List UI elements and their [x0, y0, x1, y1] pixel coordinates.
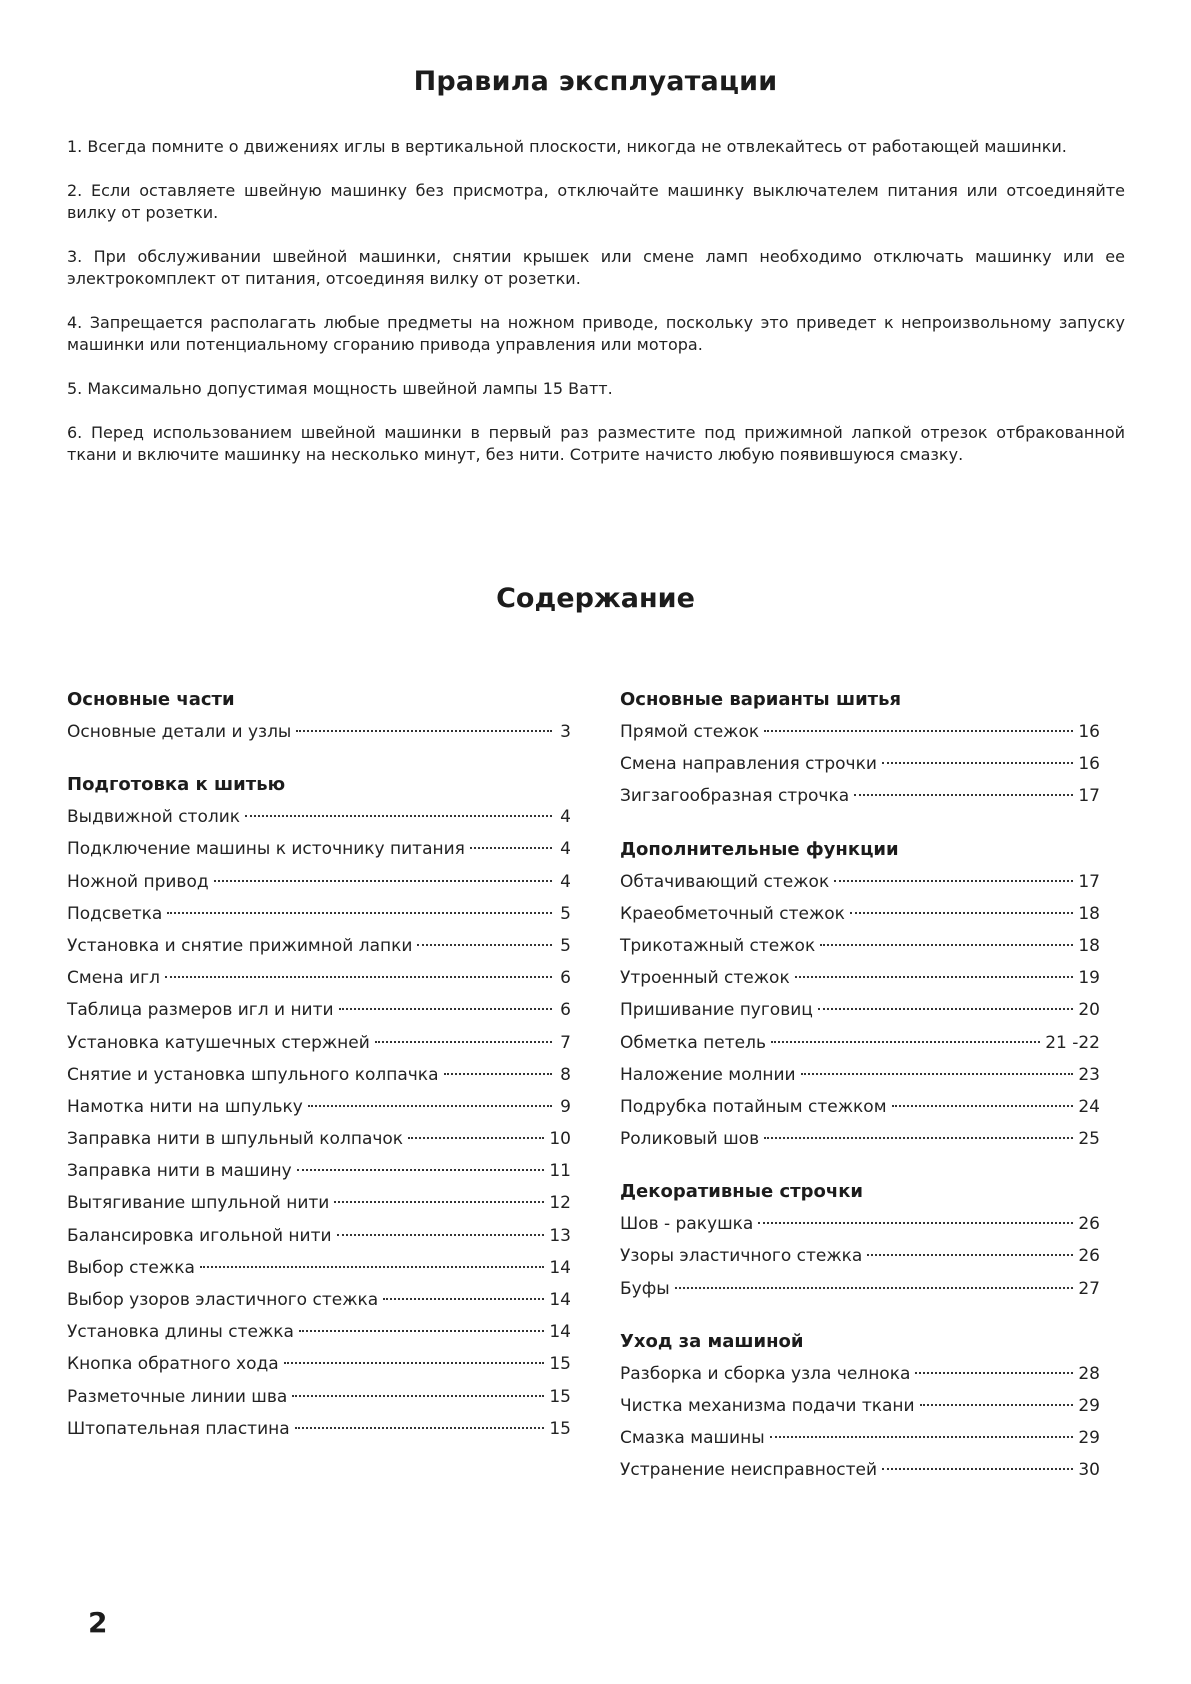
toc-entry-page: 9: [560, 1096, 571, 1117]
dot-leader: [417, 944, 552, 946]
toc-section: [620, 1326, 1100, 1487]
toc-entry-label: Намотка нити на шпульку: [67, 1096, 303, 1117]
dot-leader: [795, 976, 1074, 978]
dot-leader: [383, 1298, 544, 1300]
toc-entry-label: Разборка и сборка узла челнока: [620, 1363, 911, 1384]
toc-entry-page: 7: [560, 1032, 571, 1053]
dot-leader: [882, 1468, 1073, 1470]
rule-item: 2. Если оставляете швейную машинку без присмотра, отключайте машинку выключателем питания или отсоединяйте вилку от розетки.: [67, 181, 1125, 222]
toc-entry-label: Чистка механизма подачи ткани: [620, 1396, 915, 1416]
toc-entry-label: Подрубка потайным стежком: [620, 1096, 887, 1117]
toc-entry: [620, 780, 1100, 812]
toc-entry-page: 6: [560, 1000, 571, 1021]
rule-item: 1. Всегда помните о движениях иглы в вертикальной плоскости, никогда не отвлекайтесь от работающей машинки.: [67, 137, 1067, 156]
toc-section: [620, 1176, 1100, 1305]
toc-entry: [67, 1155, 571, 1187]
toc-entry-page: 10: [549, 1129, 571, 1150]
toc-entry: [620, 930, 1100, 962]
dot-leader: [334, 1201, 544, 1203]
toc-entry-page: 21 -22: [1045, 1032, 1100, 1053]
toc-section: [67, 684, 571, 748]
toc-entry: [67, 1059, 571, 1091]
toc-entry-page: 16: [1078, 754, 1100, 775]
toc-section: [67, 769, 571, 1445]
toc-entry-page: 15: [549, 1354, 571, 1375]
toc-entry: [620, 962, 1100, 994]
toc-entry-page: 23: [1078, 1064, 1100, 1085]
toc-right-column: [620, 684, 1100, 1508]
toc-entry-label: Обтачивающий стежок: [620, 871, 830, 892]
toc-entry-label: Выбор узоров эластичного стежка: [67, 1290, 379, 1310]
toc-section-title: Основные варианты шитья: [620, 689, 902, 710]
toc-entry-page: 29: [1078, 1428, 1100, 1449]
toc-entry-page: 19: [1078, 968, 1100, 989]
toc-entry-page: 30: [1078, 1460, 1100, 1481]
dot-leader: [801, 1073, 1074, 1075]
toc-entry-page: 24: [1078, 1096, 1100, 1117]
toc-entry: [67, 1220, 571, 1252]
toc-entry-page: 26: [1078, 1214, 1100, 1235]
toc-entry-page: 4: [560, 839, 571, 860]
toc-entry: [67, 1381, 571, 1413]
toc-entry: [620, 1240, 1100, 1272]
toc-entry-page: 13: [549, 1225, 571, 1246]
toc-section-title: Декоративные строчки: [620, 1181, 864, 1203]
toc-entry-label: Подсветка: [67, 903, 163, 924]
toc-entry: [67, 1284, 571, 1316]
dot-leader: [915, 1372, 1073, 1374]
dot-leader: [167, 912, 552, 914]
toc-entry-label: Трикотажный стежок: [620, 935, 816, 956]
toc-entry: [620, 866, 1100, 898]
toc-entry-label: Смена игл: [67, 968, 160, 989]
toc-entry: [67, 1123, 571, 1155]
dot-leader: [308, 1105, 552, 1107]
toc-entry: [67, 866, 571, 898]
dot-leader: [882, 762, 1073, 764]
toc-entry: [67, 1187, 571, 1219]
toc-entry: [620, 1358, 1100, 1390]
toc-entry-label: Шов - ракушка: [620, 1214, 754, 1235]
toc-entry-label: Прямой стежок: [620, 722, 760, 742]
toc-entry: [67, 833, 571, 865]
page-number: 2: [88, 1606, 108, 1639]
toc-entry-label: Буфы: [620, 1278, 670, 1299]
toc-entry-label: Заправка нити в машину: [67, 1161, 292, 1182]
dot-leader: [200, 1266, 544, 1268]
toc-section: [620, 834, 1100, 1156]
toc-entry-page: 4: [560, 807, 571, 828]
toc-entry-page: 15: [549, 1418, 571, 1439]
toc-entry-page: 25: [1078, 1129, 1100, 1150]
toc-entry-label: Подключение машины к источнику питания: [67, 839, 465, 860]
toc-entry: [67, 1413, 571, 1445]
toc-entry-page: 18: [1078, 903, 1100, 924]
toc-entry-page: 6: [560, 968, 571, 989]
toc-entry: [67, 1091, 571, 1123]
dot-leader: [337, 1234, 545, 1236]
dot-leader: [818, 1008, 1074, 1010]
toc-entry-page: 12: [549, 1193, 571, 1214]
dot-leader: [165, 976, 552, 978]
toc-entry-page: 29: [1078, 1396, 1100, 1416]
dot-leader: [920, 1404, 1074, 1406]
toc-entry-label: Установка катушечных стержней: [67, 1032, 370, 1053]
toc-entry: [620, 1123, 1100, 1155]
toc-entry-label: Установка и снятие прижимной лапки: [67, 935, 413, 956]
toc-entry-label: Снятие и установка шпульного колпачка: [67, 1064, 439, 1085]
toc-entry-label: Таблица размеров игл и нити: [67, 1000, 334, 1021]
toc-entry-page: 4: [560, 871, 571, 892]
toc-entry: [620, 1059, 1100, 1091]
toc-entry-page: 14: [549, 1322, 571, 1343]
rules-title: Правила эксплуатации: [413, 66, 778, 97]
toc-section-title: Дополнительные функции: [620, 838, 899, 860]
toc-entry: [620, 1390, 1100, 1422]
toc-entry: [620, 1454, 1100, 1486]
dot-leader: [854, 794, 1073, 796]
dot-leader: [245, 815, 552, 817]
toc-entry: [620, 1208, 1100, 1240]
toc-entry-page: 8: [560, 1064, 571, 1085]
toc-entry: [620, 898, 1100, 930]
toc-entry: [67, 716, 571, 748]
dot-leader: [408, 1137, 544, 1139]
toc-entry-label: Выдвижной столик: [67, 807, 241, 828]
dot-leader: [820, 944, 1073, 946]
toc-left-column: [67, 684, 571, 1466]
toc-entry-page: 16: [1078, 722, 1100, 742]
toc-entry-page: 14: [549, 1290, 571, 1310]
dot-leader: [292, 1395, 544, 1397]
toc-entry: [67, 930, 571, 962]
dot-leader: [770, 1436, 1074, 1438]
toc-entry: [67, 1027, 571, 1059]
dot-leader: [444, 1073, 553, 1075]
toc-entry-label: Узоры эластичного стежка: [620, 1246, 863, 1267]
toc-entry-label: Разметочные линии шва: [67, 1386, 288, 1407]
toc-entry-label: Смена направления строчки: [620, 754, 877, 775]
dot-leader: [297, 1169, 545, 1171]
toc-entry: [620, 1091, 1100, 1123]
toc-entry-page: 5: [560, 935, 571, 956]
toc-entry-label: Установка длины стежка: [67, 1322, 294, 1343]
dot-leader: [375, 1041, 552, 1043]
dot-leader: [834, 880, 1073, 882]
toc-entry: [67, 962, 571, 994]
toc-entry-page: 27: [1078, 1278, 1100, 1299]
toc-entry: [67, 994, 571, 1026]
toc-entry-label: Балансировка игольной нити: [67, 1225, 332, 1246]
toc-entry-label: Краеобметочный стежок: [620, 903, 845, 924]
toc-entry: [620, 748, 1100, 780]
toc-entry-label: Утроенный стежок: [620, 968, 790, 989]
toc-entry-page: 17: [1078, 786, 1100, 807]
toc-entry-label: Выбор стежка: [67, 1257, 195, 1278]
toc-entry: [620, 1273, 1100, 1305]
rule-item: 5. Максимально допустимая мощность швейной лампы 15 Ватт.: [67, 379, 613, 398]
dot-leader: [764, 730, 1073, 732]
toc-entry-label: Обметка петель: [620, 1032, 766, 1053]
toc-entry: [620, 994, 1100, 1026]
toc-entry: [67, 1316, 571, 1348]
rule-item: 4. Запрещается располагать любые предметы на ножном приводе, поскольку это приведет к непроизвольному запуску машинки или потенциальному сгоранию привода управления или мотора.: [67, 313, 1125, 354]
dot-leader: [850, 912, 1073, 914]
toc-entry: [67, 801, 571, 833]
toc-entry-label: Пришивание пуговиц: [620, 1000, 813, 1021]
dot-leader: [339, 1008, 552, 1010]
toc-entry-page: 20: [1078, 1000, 1100, 1021]
toc-entry-page: 17: [1078, 871, 1100, 892]
toc-entry-label: Ножной привод: [67, 871, 209, 892]
contents-title: Содержание: [496, 583, 695, 614]
toc-entry-page: 26: [1078, 1246, 1100, 1267]
toc-entry-page: 15: [549, 1386, 571, 1407]
toc-entry-label: Вытягивание шпульной нити: [67, 1193, 330, 1214]
dot-leader: [771, 1041, 1040, 1043]
toc-entry-page: 11: [549, 1161, 571, 1182]
dot-leader: [470, 847, 552, 849]
dot-leader: [296, 730, 552, 732]
dot-leader: [758, 1222, 1073, 1224]
dot-leader: [675, 1287, 1074, 1289]
toc-entry-page: 14: [549, 1257, 571, 1278]
toc-section: [620, 684, 1100, 813]
toc-entry-label: Кнопка обратного хода: [67, 1354, 279, 1375]
rule-item: 6. Перед использованием швейной машинки в первый раз разместите под прижимной лапкой отрезок отбракованной ткани и включите машинку на несколько минут, без нити. Сотрите начисто любую появившуюся смазку.: [67, 423, 1125, 464]
toc-entry-label: Наложение молнии: [620, 1064, 796, 1085]
dot-leader: [299, 1330, 544, 1332]
dot-leader: [867, 1254, 1073, 1256]
toc-entry-label: Штопательная пластина: [67, 1418, 290, 1439]
toc-entry-label: Основные детали и узлы: [67, 722, 292, 742]
toc-entry: [620, 1422, 1100, 1454]
toc-section-title: Основные части: [67, 689, 235, 710]
toc-entry: [67, 1348, 571, 1380]
toc-entry-label: Устранение неисправностей: [620, 1460, 878, 1481]
toc-entry-label: Роликовый шов: [620, 1129, 760, 1150]
toc-entry: [620, 716, 1100, 748]
toc-section-title: Подготовка к шитью: [67, 774, 286, 796]
rules-list: [67, 136, 1125, 488]
toc-entry-page: 28: [1078, 1363, 1100, 1384]
toc-entry: [67, 1252, 571, 1284]
toc-entry-page: 3: [560, 722, 571, 742]
toc-entry-page: 18: [1078, 935, 1100, 956]
toc-entry-label: Зигзагообразная строчка: [620, 786, 850, 807]
toc-section-title: Уход за машиной: [620, 1330, 804, 1352]
dot-leader: [295, 1427, 545, 1429]
dot-leader: [892, 1105, 1074, 1107]
toc-entry: [620, 1027, 1100, 1059]
toc-entry-label: Заправка нити в шпульный колпачок: [67, 1129, 404, 1150]
dot-leader: [284, 1362, 545, 1364]
toc-entry-label: Смазка машины: [620, 1428, 765, 1449]
dot-leader: [214, 880, 552, 882]
rule-item: 3. При обслуживании швейной машинки, снятии крышек или смене ламп необходимо отключать машинку или ее электрокомплект от питания, отсоединяя вилку от розетки.: [67, 247, 1125, 288]
toc-entry: [67, 898, 571, 930]
dot-leader: [764, 1137, 1073, 1139]
toc-entry-page: 5: [560, 903, 571, 924]
